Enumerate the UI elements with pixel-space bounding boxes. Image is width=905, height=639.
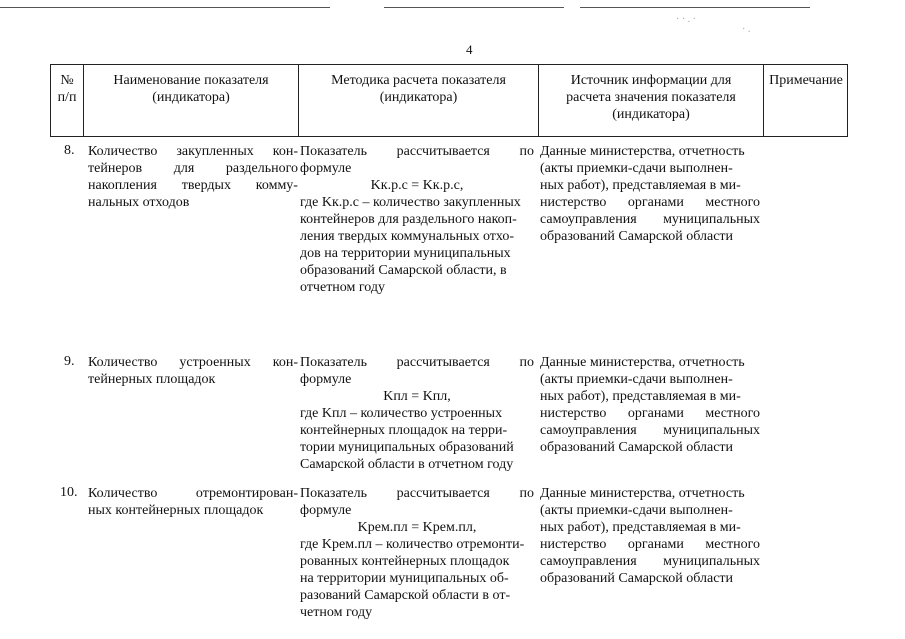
text-line: тейнерных площадок [88, 372, 216, 387]
indicator-name [88, 485, 298, 519]
scan-noise: · . [742, 24, 751, 35]
text-line: где Kпл – количество устроенных [300, 406, 503, 421]
text-line: самоуправления муниципальных [540, 423, 760, 438]
calculation-method [300, 143, 534, 296]
text-line: формуле [300, 503, 352, 518]
top-border-right [580, 7, 810, 8]
text-line: тории муниципальных образований [300, 440, 514, 455]
text-line: контейнеров для раздельного накоп- [300, 212, 517, 227]
row-number: 8. [64, 143, 75, 158]
header-information-source: Источник информации для расчета значения показателя (индикатора) [566, 73, 736, 122]
text-line: Самарской области в отчетном году [300, 457, 514, 472]
text-line: разований Самарской области в от- [300, 588, 511, 603]
text-line: где Kк.р.с – количество закупленных [300, 195, 521, 210]
text-line: нистерство органами местного [540, 195, 760, 210]
header-bottom-rule [50, 136, 848, 137]
text-line: образований Самарской области [540, 440, 734, 455]
text-line: Количество закупленных кон- [88, 144, 298, 159]
formula: Kпл = Kпл, [383, 389, 451, 404]
top-border-mid [384, 7, 564, 8]
indicator-name [88, 354, 298, 388]
text-line: тейнеров для раздельного [88, 161, 298, 176]
text-line: образований Самарской области, в [300, 263, 507, 278]
text-line: рованных контейнерных площадок [300, 554, 510, 569]
text-line: Количество отремонтирован- [88, 486, 298, 501]
header-indicator-name: Наименование показателя (индикатора) [113, 73, 269, 105]
text-line: где Kрем.пл – количество отремонти- [300, 537, 525, 552]
text-line: формуле [300, 161, 352, 176]
text-line: дов на территории муниципальных [300, 246, 511, 261]
text-line: ных контейнерных площадок [88, 503, 264, 518]
text-line: формуле [300, 372, 352, 387]
text-line: нистерство органами местного [540, 537, 760, 552]
text-line: ных работ), представляемая в ми- [540, 389, 741, 404]
information-source [540, 485, 760, 587]
text-line: четном году [300, 605, 373, 620]
header-calculation-method: Методика расчета показателя (индикатора) [331, 73, 506, 105]
calculation-method [300, 485, 534, 621]
text-line: Показатель рассчитывается по [300, 144, 534, 159]
text-line: Данные министерства, отчетность [540, 486, 745, 501]
row-number: 10. [60, 485, 78, 500]
text-line: ных работ), представляемая в ми- [540, 520, 741, 535]
text-line: Показатель рассчитывается по [300, 486, 534, 501]
text-line: (акты приемки-сдачи выполнен- [540, 372, 733, 387]
header-note: Примечание [769, 73, 843, 88]
text-line: нальных отходов [88, 195, 190, 210]
header-number: № п/п [57, 73, 77, 105]
text-line: контейнерных площадок на терри- [300, 423, 508, 438]
text-line: самоуправления муниципальных [540, 212, 760, 227]
text-line: (акты приемки-сдачи выполнен- [540, 503, 733, 518]
text-line: образований Самарской области [540, 229, 734, 244]
top-border-left [0, 7, 330, 8]
page-number: 4 [466, 42, 473, 57]
calculation-method [300, 354, 534, 473]
text-line: Показатель рассчитывается по [300, 355, 534, 370]
text-line: ления твердых коммунальных отхо- [300, 229, 515, 244]
text-line: (акты приемки-сдачи выполнен- [540, 161, 733, 176]
scan-noise: · · . · [676, 14, 696, 25]
text-line: самоуправления муниципальных [540, 554, 760, 569]
text-line: отчетном году [300, 280, 386, 295]
formula: Kрем.пл = Kрем.пл, [357, 520, 477, 535]
indicator-name [88, 143, 298, 211]
header-top-rule [50, 64, 848, 65]
text-line: Данные министерства, отчетность [540, 355, 745, 370]
information-source [540, 143, 760, 245]
text-line: накопления твердых комму- [88, 178, 298, 193]
formula: Kк.р.с = Kк.р.с, [370, 178, 464, 193]
text-line: образований Самарской области [540, 571, 734, 586]
text-line: нистерство органами местного [540, 406, 760, 421]
text-line: Количество устроенных кон- [88, 355, 298, 370]
row-number: 9. [64, 354, 75, 369]
information-source [540, 354, 760, 456]
text-line: Данные министерства, отчетность [540, 144, 745, 159]
text-line: на территории муниципальных об- [300, 571, 509, 586]
text-line: ных работ), представляемая в ми- [540, 178, 741, 193]
